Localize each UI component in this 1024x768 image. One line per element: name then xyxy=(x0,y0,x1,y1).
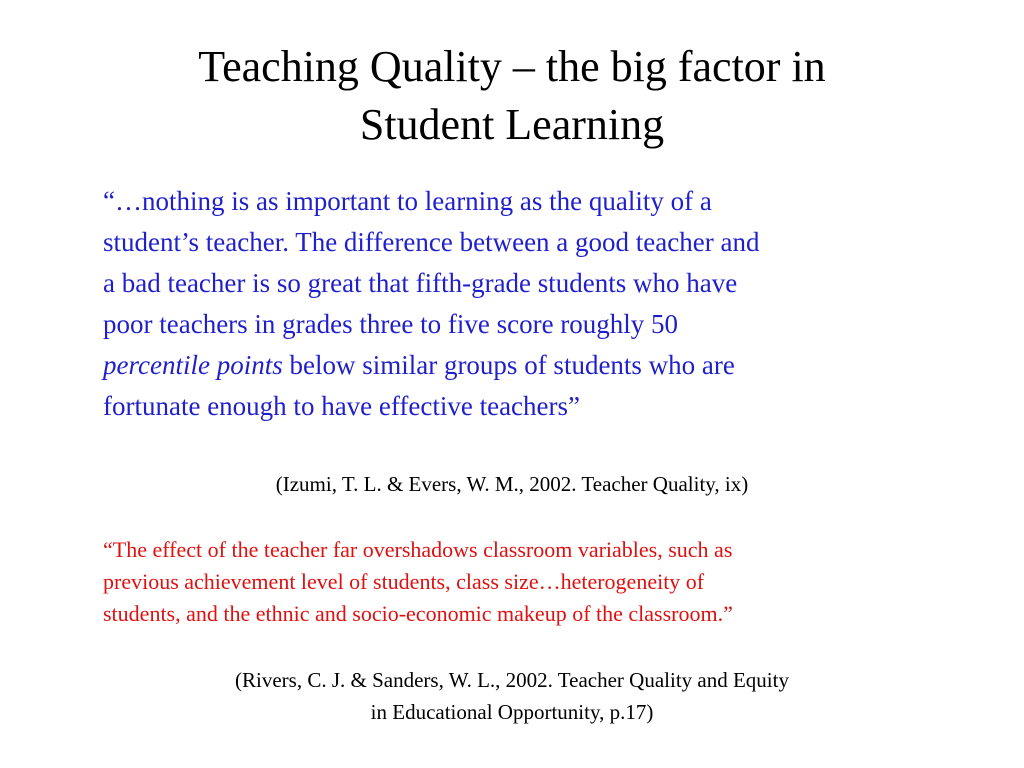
quote-izumi-evers xyxy=(103,181,953,427)
slide-title-line-1: Teaching Quality – the big factor in xyxy=(198,42,826,91)
slide-title-line-2: Student Learning xyxy=(359,100,665,149)
slide-title xyxy=(0,38,1024,154)
quote1-line-5-rest: below similar groups of students who are xyxy=(282,350,735,380)
quote2-line: students, and the ethnic and socio-economic makeup of the classroom.” xyxy=(103,601,733,626)
quote1-line: student’s teacher. The difference between a good teacher and xyxy=(103,227,760,257)
citation-izumi-evers: (Izumi, T. L. & Evers, W. M., 2002. Teacher Quality, ix) xyxy=(275,472,749,496)
citation2-line: (Rivers, C. J. & Sanders, W. L., 2002. Teacher Quality and Equity xyxy=(235,668,789,692)
quote1-line: “…nothing is as important to learning as the quality of a xyxy=(103,186,712,216)
quote1-line: poor teachers in grades three to five score roughly 50 xyxy=(103,309,679,339)
quote1-line-5 xyxy=(103,345,953,386)
quote1-line: a bad teacher is so great that fifth-grade students who have xyxy=(103,268,738,298)
citation-rivers-sanders xyxy=(0,664,1024,728)
quote2-line: previous achievement level of students, class size…heterogeneity of xyxy=(103,569,705,594)
quote1-emphasis: percentile points xyxy=(103,350,283,380)
quote1-line: fortunate enough to have effective teachers” xyxy=(103,391,581,421)
citation2-line: in Educational Opportunity, p.17) xyxy=(370,700,654,724)
quote2-line: “The effect of the teacher far overshadows classroom variables, such as xyxy=(103,537,733,562)
quote-rivers-sanders xyxy=(103,534,963,630)
